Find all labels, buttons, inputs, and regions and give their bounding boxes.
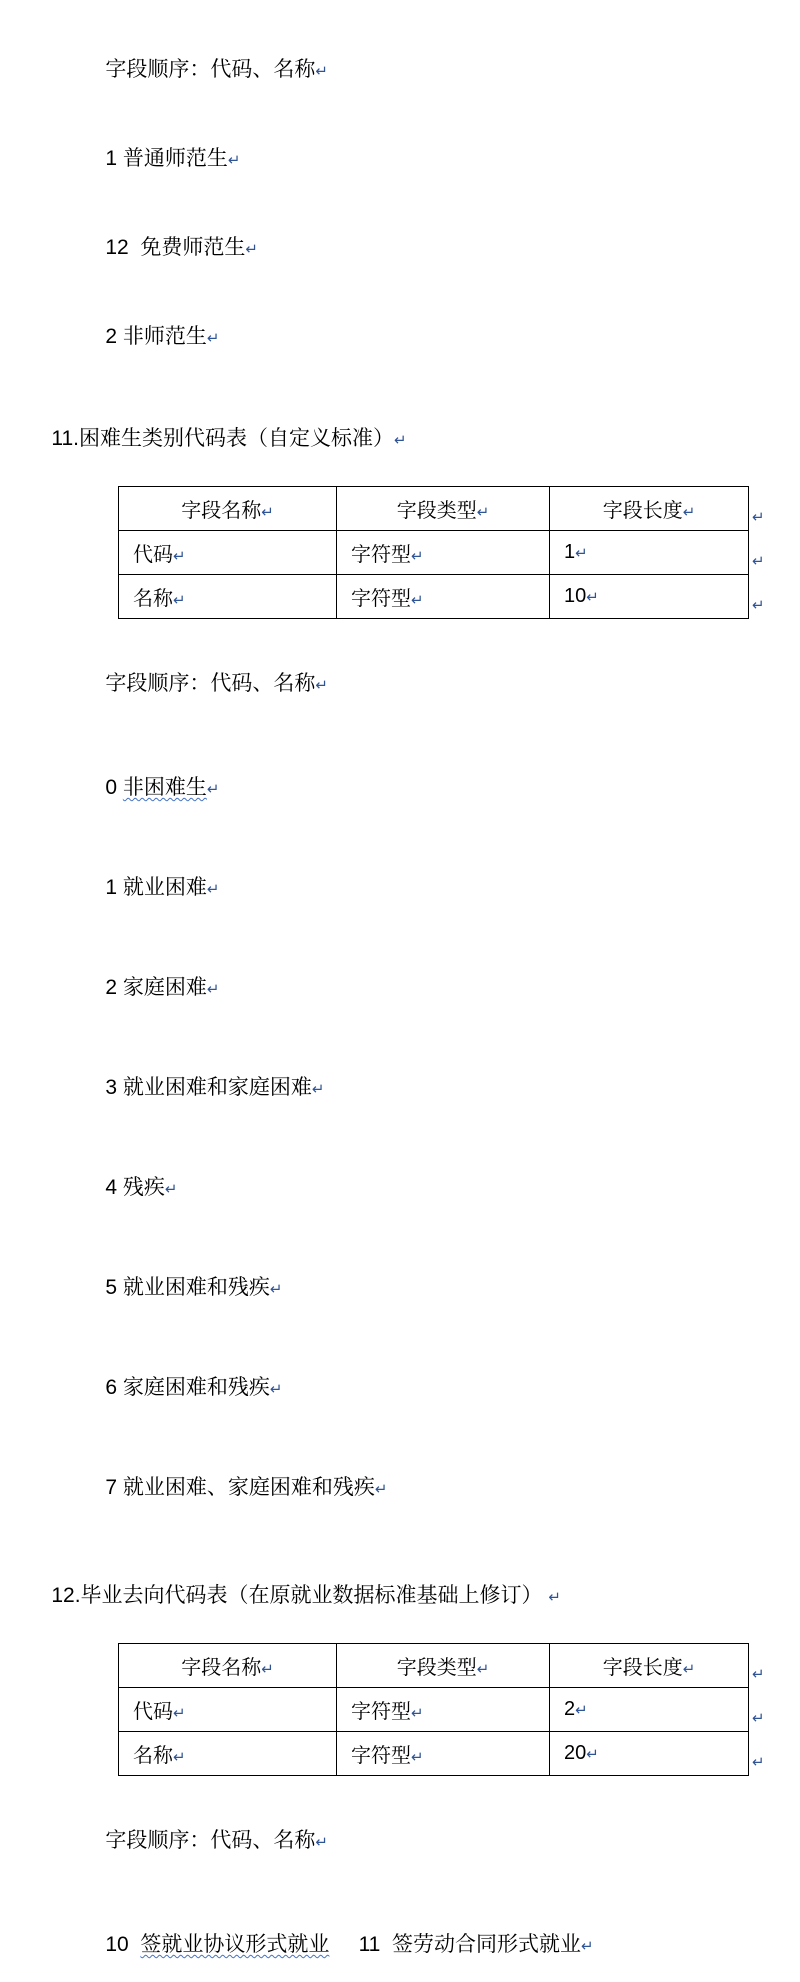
field-order-line-12	[82, 1800, 800, 1878]
paragraph-mark: ↵	[411, 592, 424, 609]
code-value: 6	[105, 1376, 118, 1399]
line-text: 字段顺序：代码、名称	[105, 58, 316, 81]
row-end-mark: ↵	[752, 1666, 765, 1683]
code-value: 3	[105, 1076, 118, 1099]
paragraph-mark: ↵	[173, 592, 186, 609]
code-table-11	[118, 486, 749, 619]
code-item	[82, 1447, 800, 1525]
cell-text: 字段名称	[181, 500, 262, 522]
table-wrapper-11	[0, 486, 800, 619]
paragraph-mark: ↵	[261, 1661, 274, 1678]
table-row	[119, 531, 749, 575]
cell-text: 字符型	[351, 1745, 411, 1767]
table-cell	[337, 531, 550, 575]
line-text: 2 非师范生	[105, 325, 207, 348]
paragraph-mark: ↵	[206, 781, 220, 798]
cell-text: 2	[564, 1698, 576, 1720]
paragraph-mark: ↵	[269, 1281, 283, 1298]
paragraph-mark: ↵	[173, 1705, 186, 1722]
code-label: 就业困难和家庭困难	[122, 1076, 312, 1099]
cell-text: 字段名称	[181, 1657, 262, 1679]
row-end-mark: ↵	[752, 597, 765, 614]
row-end-mark: ↵	[752, 509, 765, 526]
code-value: 10	[105, 1933, 129, 1956]
table-row	[119, 575, 749, 619]
paragraph-mark: ↵	[411, 1705, 424, 1722]
code-value: 0	[105, 776, 118, 799]
paragraph-mark: ↵	[206, 881, 220, 898]
cell-text: 代码	[133, 544, 173, 566]
line-text: 字段顺序：代码、名称	[105, 1829, 316, 1852]
table-header-cell	[337, 1644, 550, 1688]
code-item	[82, 847, 800, 925]
table-row-end-marks	[752, 496, 765, 629]
code-value-b: 11	[358, 1933, 381, 1956]
table-row	[119, 1644, 749, 1688]
table-header-cell	[550, 487, 749, 531]
paragraph-mark: ↵	[206, 330, 220, 347]
cell-text: 名称	[133, 588, 173, 610]
code-label-b: 签劳动合同形式就业	[392, 1933, 582, 1956]
text-line	[82, 305, 800, 368]
code-item	[82, 1247, 800, 1325]
text-line	[82, 38, 800, 101]
code-label: 残疾	[122, 1176, 165, 1199]
code-label: 家庭困难	[122, 976, 207, 999]
top-spacer	[0, 0, 800, 18]
section-heading-text: 12.毕业去向代码表（在原就业数据标准基础上修订）	[51, 1584, 543, 1607]
code-value: 1	[105, 876, 118, 899]
table-row	[119, 1732, 749, 1776]
table-header-cell	[119, 1644, 337, 1688]
code-item	[82, 1147, 800, 1225]
table-wrapper-12	[0, 1643, 800, 1776]
paragraph-mark: ↵	[173, 1749, 186, 1766]
paragraph-mark: ↵	[315, 677, 328, 694]
paragraph-mark: ↵	[315, 1834, 328, 1851]
table-cell	[337, 1732, 550, 1776]
table-cell	[119, 531, 337, 575]
paragraph-mark: ↵	[261, 504, 274, 521]
paragraph-mark: ↵	[575, 545, 588, 562]
code-item-last	[82, 1904, 800, 1982]
paragraph-mark: ↵	[586, 1746, 599, 1763]
paragraph-mark: ↵	[227, 152, 241, 169]
cell-text: 字段类型	[396, 500, 477, 522]
code-label: 家庭困难和残疾	[122, 1376, 270, 1399]
table-cell	[337, 575, 550, 619]
cell-text: 10	[564, 585, 587, 607]
paragraph-mark: ↵	[173, 548, 186, 565]
paragraph-mark: ↵	[575, 1702, 588, 1719]
code-value: 5	[105, 1276, 118, 1299]
text-line	[82, 216, 800, 279]
paragraph-mark: ↵	[206, 981, 220, 998]
paragraph-mark: ↵	[393, 432, 407, 449]
code-label: 非困难生	[122, 776, 207, 799]
cell-text: 名称	[133, 1745, 173, 1767]
paragraph-mark: ↵	[411, 1749, 424, 1766]
table-cell	[337, 1688, 550, 1732]
text-line	[82, 127, 800, 190]
cell-text: 代码	[133, 1701, 173, 1723]
table-header-cell	[119, 487, 337, 531]
paragraph-mark: ↵	[245, 241, 258, 258]
table-header-cell	[550, 1644, 749, 1688]
table-cell	[119, 1732, 337, 1776]
code-label: 就业困难、家庭困难和残疾	[122, 1476, 375, 1499]
section-heading-11	[28, 398, 800, 476]
code-value: 4	[105, 1176, 118, 1199]
cell-text: 字符型	[351, 544, 411, 566]
row-end-mark: ↵	[752, 553, 765, 570]
table-cell	[119, 1688, 337, 1732]
table-cell	[550, 531, 749, 575]
paragraph-mark: ↵	[581, 1938, 594, 1955]
table-cell	[119, 575, 337, 619]
cell-text: 字段长度	[602, 500, 683, 522]
paragraph-mark: ↵	[269, 1381, 283, 1398]
paragraph-mark: ↵	[374, 1481, 388, 1498]
table-cell	[550, 575, 749, 619]
code-item	[82, 1347, 800, 1425]
line-text: 字段顺序：代码、名称	[105, 672, 316, 695]
row-end-mark: ↵	[752, 1754, 765, 1771]
paragraph-mark: ↵	[476, 504, 490, 521]
table-header-cell	[337, 487, 550, 531]
paragraph-mark: ↵	[476, 1661, 490, 1678]
code-value: 2	[105, 976, 118, 999]
section-heading-12	[28, 1555, 800, 1633]
code-value: 7	[105, 1476, 118, 1499]
table-row	[119, 487, 749, 531]
paragraph-mark: ↵	[682, 1661, 696, 1678]
paragraph-mark: ↵	[586, 589, 599, 606]
paragraph-mark: ↵	[311, 1081, 325, 1098]
table-cell	[550, 1732, 749, 1776]
cell-text: 字段长度	[602, 1657, 683, 1679]
paragraph-mark: ↵	[682, 504, 696, 521]
table-row-end-marks	[752, 1653, 765, 1786]
line-text: 12 免费师范生	[105, 236, 246, 259]
cell-text: 字符型	[351, 1701, 411, 1723]
section-heading-text: 11.困难生类别代码表（自定义标准）	[51, 427, 394, 450]
code-label: 签就业协议形式就业	[140, 1933, 330, 1956]
paragraph-mark: ↵	[411, 548, 424, 565]
cell-text: 20	[564, 1742, 587, 1764]
row-end-mark: ↵	[752, 1710, 765, 1727]
field-order-line-11	[82, 643, 800, 721]
cell-text: 字段类型	[396, 1657, 477, 1679]
code-label: 就业困难和残疾	[122, 1276, 270, 1299]
code-item	[82, 947, 800, 1025]
paragraph-mark: ↵	[315, 63, 328, 80]
cell-text: 1	[564, 541, 576, 563]
cell-text: 字符型	[351, 588, 411, 610]
code-label: 就业困难	[122, 876, 207, 899]
code-item	[82, 747, 800, 825]
table-row	[119, 1688, 749, 1732]
line-text: 1 普通师范生	[105, 147, 228, 170]
paragraph-mark: ↵	[164, 1181, 178, 1198]
code-item	[82, 1047, 800, 1125]
code-table-12	[118, 1643, 749, 1776]
table-cell	[550, 1688, 749, 1732]
paragraph-mark: ↵	[548, 1589, 561, 1606]
